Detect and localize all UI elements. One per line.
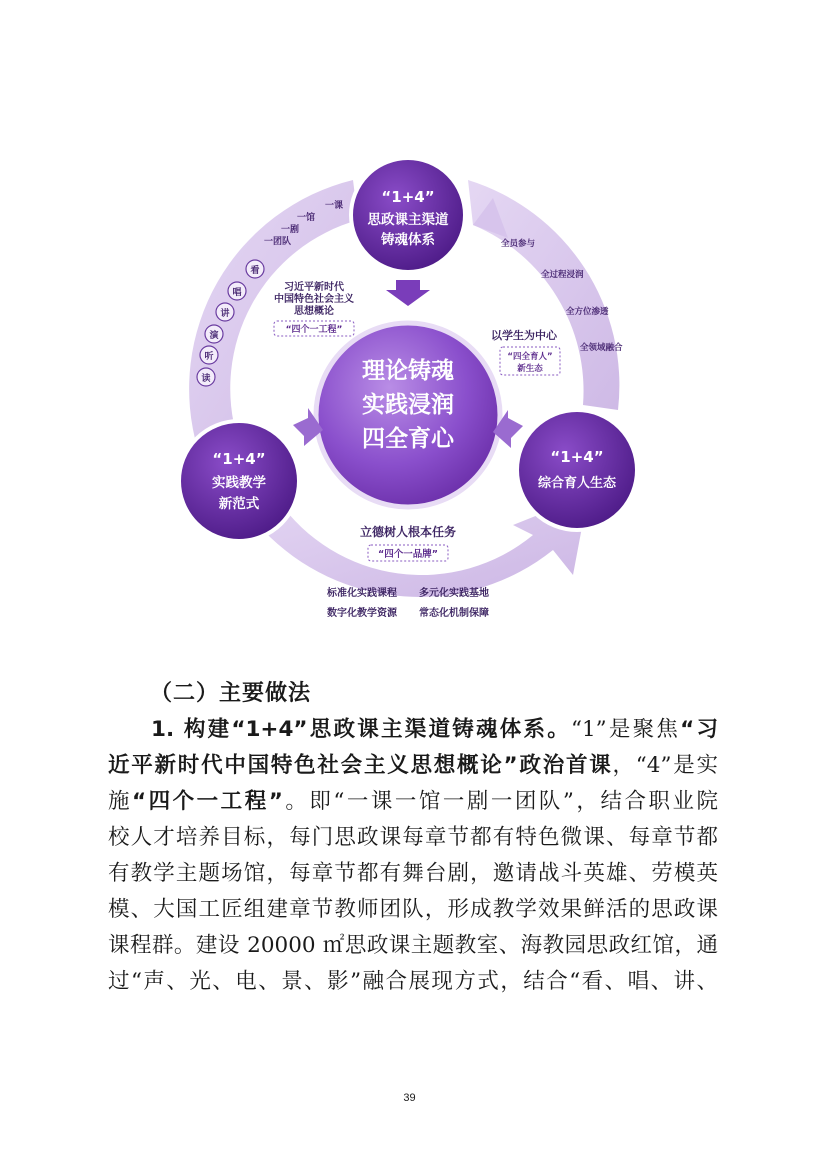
text-run: 施 [108, 789, 133, 814]
education-system-diagram [168, 150, 648, 650]
left-node-line-2: 实践教学 [212, 475, 266, 491]
top-inner-line-1: 习近平新时代 [284, 282, 344, 293]
text-run: ，“4”是实 [612, 753, 718, 778]
top-inner-tag: “四个一工程” [285, 325, 343, 335]
page-number: 39 [403, 1092, 416, 1104]
bottom-tag: “四个一品牌” [378, 549, 438, 560]
paragraph-line [108, 856, 718, 892]
right-inner-title: 以学生为中心 [491, 329, 557, 342]
right-inner-tag-1: “四全育人” [507, 352, 553, 362]
arrow-down [386, 280, 430, 306]
top-inner-line-3: 思想概论 [294, 306, 334, 317]
bottom-item-2: 多元化实践基地 [419, 588, 489, 599]
bottom-item-3: 数字化教学资源 [327, 608, 397, 619]
paragraph-line [108, 892, 718, 928]
text-run: 过“声、光、电、景、影”融合展现方式，结合“看、唱、讲、 [108, 969, 718, 994]
text-run: 1. 构建“1+4”思政课主渠道铸魂体系。 [151, 717, 571, 742]
center-line-1: 理论铸魂 [362, 358, 454, 384]
circle-kan [246, 260, 264, 278]
body-paragraph [108, 712, 718, 1000]
paragraph-line [108, 712, 718, 748]
circle-jiang [216, 303, 234, 321]
paragraph-line [108, 928, 718, 964]
item-yike: 一课 [325, 201, 344, 211]
item-yituandui: 一团队 [264, 237, 292, 247]
top-node-line-1: “1+4” [381, 188, 435, 206]
svg-text:看: 看 [250, 266, 260, 276]
right-inner-tag-2: 新生态 [517, 364, 543, 374]
svg-text:讲: 讲 [220, 309, 230, 319]
item-quanfangwei: 全方位渗透 [566, 307, 609, 317]
left-node-line-1: “1+4” [212, 450, 266, 468]
item-quanlingyu: 全领域融合 [580, 343, 623, 353]
text-run: “四个一工程” [132, 789, 283, 814]
circle-du [197, 368, 215, 386]
svg-text:演: 演 [209, 331, 219, 341]
svg-text:听: 听 [204, 352, 214, 362]
paragraph-line [108, 784, 718, 820]
text-run: 有教学主题场馆，每章节都有舞台剧，邀请战斗英雄、劳模英 [108, 861, 718, 886]
text-run: “习 [680, 717, 718, 742]
text-run: 模、大国工匠组建章节教师团队，形成教学效果鲜活的思政课 [108, 897, 718, 922]
text-run: “1”是聚焦 [570, 717, 681, 742]
text-run: 近平新时代中国特色社会主义思想概论”政治首课 [108, 753, 613, 778]
text-run: 。即“一课一馆一剧一团队”，结合职业院 [282, 789, 718, 814]
right-node-line-1: “1+4” [550, 448, 604, 466]
left-node-line-3: 新范式 [218, 496, 260, 512]
bottom-title: 立德树人根本任务 [359, 525, 457, 539]
top-node-line-3: 铸魂体系 [381, 232, 435, 248]
text-run: 校人才培养目标，每门思政课每章节都有特色微课、每章节都 [108, 825, 718, 850]
circle-ting [200, 346, 218, 364]
circle-chang [228, 282, 246, 300]
item-quanyuan: 全员参与 [501, 239, 536, 249]
circle-yan [205, 325, 223, 343]
svg-text:唱: 唱 [232, 288, 242, 298]
center-line-3: 四全育心 [362, 426, 454, 452]
paragraph-line [108, 964, 718, 1000]
bottom-item-4: 常态化机制保障 [419, 608, 489, 619]
center-line-2: 实践浸润 [362, 392, 454, 418]
right-node-line-2: 综合育人生态 [537, 476, 617, 491]
item-quanguocheng: 全过程浸润 [541, 270, 584, 280]
bottom-item-1: 标准化实践课程 [327, 588, 397, 599]
section-heading: （二）主要做法 [150, 681, 312, 706]
paragraph-line [108, 820, 718, 856]
paragraph-line [108, 748, 718, 784]
text-run: 课程群。建设 20000 ㎡思政课主题教室、海教园思政红馆，通 [108, 933, 718, 958]
item-yiguan: 一馆 [297, 213, 316, 223]
svg-text:读: 读 [201, 374, 211, 384]
top-inner-line-2: 中国特色社会主义 [274, 294, 354, 305]
top-node-line-2: 思政课主渠道 [367, 212, 449, 228]
right-node [517, 410, 637, 530]
item-yiju: 一剧 [281, 225, 300, 235]
